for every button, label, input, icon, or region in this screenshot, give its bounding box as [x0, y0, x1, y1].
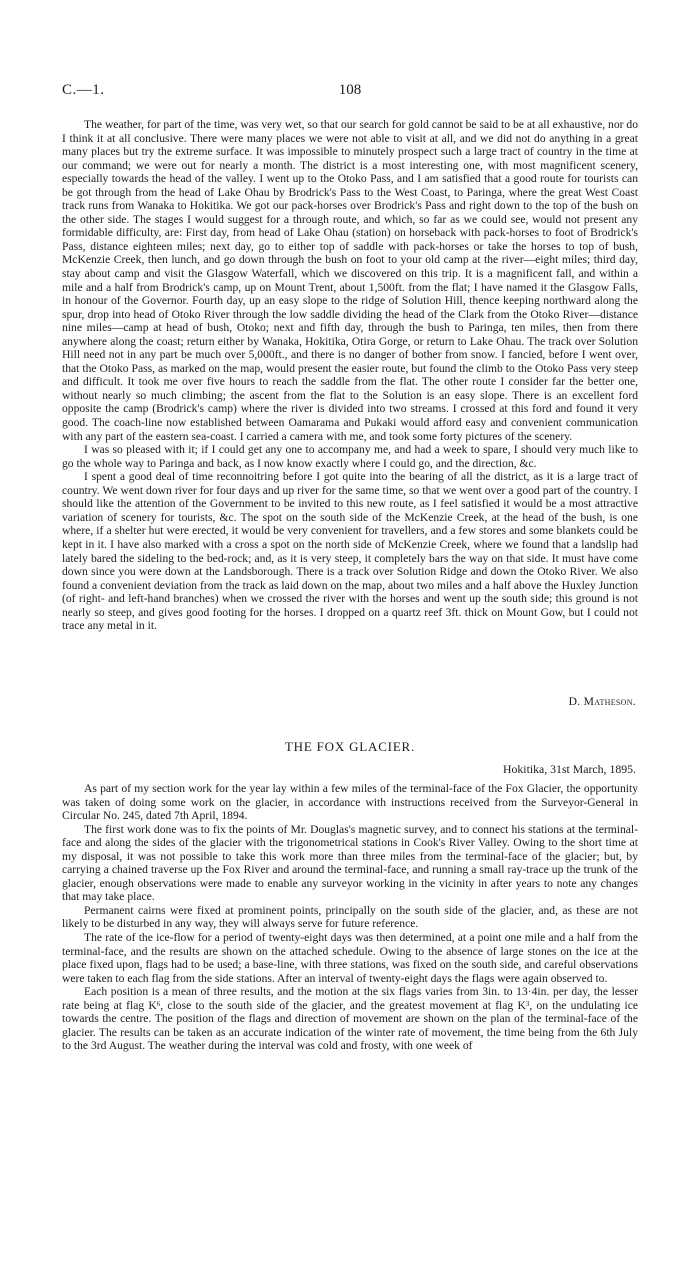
paragraph: I was so pleased with it; if I could get any one to accompany me, and had a week to spare, I should very much like to go the whole way to Paringa and back, as I now know exactly where I could go, and the direction, &c.	[62, 443, 638, 470]
paragraph: The first work done was to fix the points of Mr. Douglas's magnetic survey, and to connect his stations at the terminal-face and along the sides of the glacier with the trigonometrical stations in Cook's River Valley. Owing to the short time at my disposal, it was not possible to take this work more than three miles from the terminal-face of the glacier; but, by carrying a chained traverse up the Fox River and around the terminal-face, and running a small ray-trace up the trunk of the glacier, enough observations were made to enable any surveyor working in the vicinity in after years to note any changes that may take place.	[62, 822, 638, 904]
text-run: , on the undulating ice towards the centre. The position of the flags and direction of movement are shown on the plan of the terminal-face of the glacier. The results can be taken as an accurate indication of the winter rate of movement, the time being from the 6th July to the 3rd August. The weather during the interval was cold and frosty, with one week of	[62, 998, 638, 1053]
page-number: 108	[338, 82, 362, 98]
paragraph: As part of my section work for the year lay within a few miles of the terminal-face of the Fox Glacier, the opportunity was taken of doing some work on the glacier, in accordance with instructions received from the Surveyor-General in Circular No. 245, dated 7th April, 1894.	[62, 782, 638, 823]
text-run: , close to the south side of the glacier, and the greatest movement at flag K	[160, 998, 526, 1012]
page-header	[62, 82, 638, 102]
signature: D. Matheson.	[568, 695, 636, 708]
paragraph	[62, 985, 638, 1053]
superscript: 6	[156, 999, 161, 1008]
page-reference: C.—1.	[62, 82, 105, 98]
text-run: Each position is a mean of three results, and the motion at the six flags varies from 3in. to 13·4in. per day, the lesser rate being at flag K	[62, 985, 638, 1012]
dateline: Hokitika, 31st March, 1895.	[502, 762, 636, 776]
superscript: 3	[525, 999, 530, 1008]
matheson-report	[62, 118, 638, 633]
paragraph: The weather, for part of the time, was very wet, so that our search for gold cannot be said to be at all exhaustive, nor do I think it at all conclusive. There were many places we were not able to visit at all, and we did not do anything in a great many places but try the extreme surface. It was impossible to minutely prospect such a large tract of country in the time at our command; we were out for nearly a month. The district is a most interesting one, with most magnificent scenery, especially towards the head of the valley. I went up to the Otoko Pass, and I am satisfied that a good route for tourists can be got through from the head of Lake Ohau by Brodrick's Pass to the West Coast, to Paringa, where the great West Coast track runs from Wanaka to Hokitika. We got our pack-horses over Brodrick's Pass and right down to the top of the bush on the other side. The stages I would suggest for a through route, and which, so far as we could see, would not present any formidable difficulty, are: First day, from head of Lake Ohau (station) on horseback with pack-horses to foot of Brodrick's Pass, distance eighteen miles; next day, go to either top of saddle with pack-horses or take the horses to top of bush, McKenzie Creek, then lunch, and go down through the bush on foot to your old camp at the river—eight miles; third day, stay about camp and visit the Glasgow Waterfall, which we discovered on this trip. It is a magnificent fall, and within a mile and a half from Brodrick's camp, up on Mount Trent, about 1,500ft. from the flat; I have named it the Glasgow Falls, in honour of the Governor. Fourth day, up an easy slope to the ridge of Solution Hill, thence keeping northward along the spur, drop into head of Otoko River through the low saddle dividing the head of the Clark from the Otoko River—distance nine miles—camp at head of bush, Otoko; next and fifth day, through the bush to Paringa, ten miles, then from there anywhere along the coast; return either by Wanaka, Hokitika, Otira Gorge, or return to Lake Ohau. The track over Solution Hill need not in any part be much over 5,000ft., and there is no danger of bother from snow. I fancied, before I went over, that the Otoko Pass, as marked on the map, would present the easier route, but found the climb to the Otoko Pass very steep and difficult. It took me over five hours to reach the saddle from the flat. The other route I consider far the better one, without nearly so much climbing; the ascent from the flat to the Solution is an easy slope. There is an excellent ford opposite the camp (Brodrick's camp) where the river is divided into two streams. I crossed at this ford and found it very good. The coach-line now established between Oamarama and Pukaki would afford easy and convenient communication with any part of the eastern sea-coast. I carried a camera with me, and took some forty pictures of the scenery.	[62, 118, 638, 443]
fox-glacier-report	[62, 782, 638, 1053]
paragraph: Permanent cairns were fixed at prominent points, principally on the south side of the glacier, and, as these are not likely to be disturbed in any way, they will always serve for future reference.	[62, 903, 638, 931]
paragraph: The rate of the ice-flow for a period of twenty-eight days was then determined, at a point one mile and a half from the terminal-face, and the results are shown on the attached schedule. Owing to the absence of large stones on the ice at the place fixed upon, flags had to be used; a base-line, with three stations, was fixed on the south side, and careful observations were taken to each flag from the side stations. After an interval of twenty-eight days the flags were again observed to.	[62, 931, 638, 985]
paragraph: I spent a good deal of time reconnoitring before I got quite into the bearing of all the district, as it is a large tract of country. We went down river for four days and up river for the same time, so that we went over a good part of the country. I should like the attention of the Government to be invited to this new route, as I feel satisfied it would be a most attractive variation of scenery for tourists, &c. The spot on the south side of the McKenzie Creek, at the head of the bush, is one where, if a shelter hut were erected, it would be very convenient for travellers, and a few stores and some blankets could be kept in it. I have also marked with a cross a spot on the north side of McKenzie Creek, where we found that a landslip had lately bared the sideling to the bed-rock; and, as it is very steep, it completely bars the way on that side. It must have come down since you were down at the Landsborough. There is a track over Solution Ridge and down the Otoko River. We also found a convenient deviation from the track as laid down on the map, about two miles and a half above the Huxley Junction (of right- and left-hand branches) when we crossed the river with the horses and went up the south side; this ground is not nearly so steep, and gives good footing for the horses. I dropped on a quartz reef 3ft. thick on Mount Gow, but I could not trace any metal in it.	[62, 470, 638, 633]
section-title: THE FOX GLACIER.	[284, 739, 416, 754]
